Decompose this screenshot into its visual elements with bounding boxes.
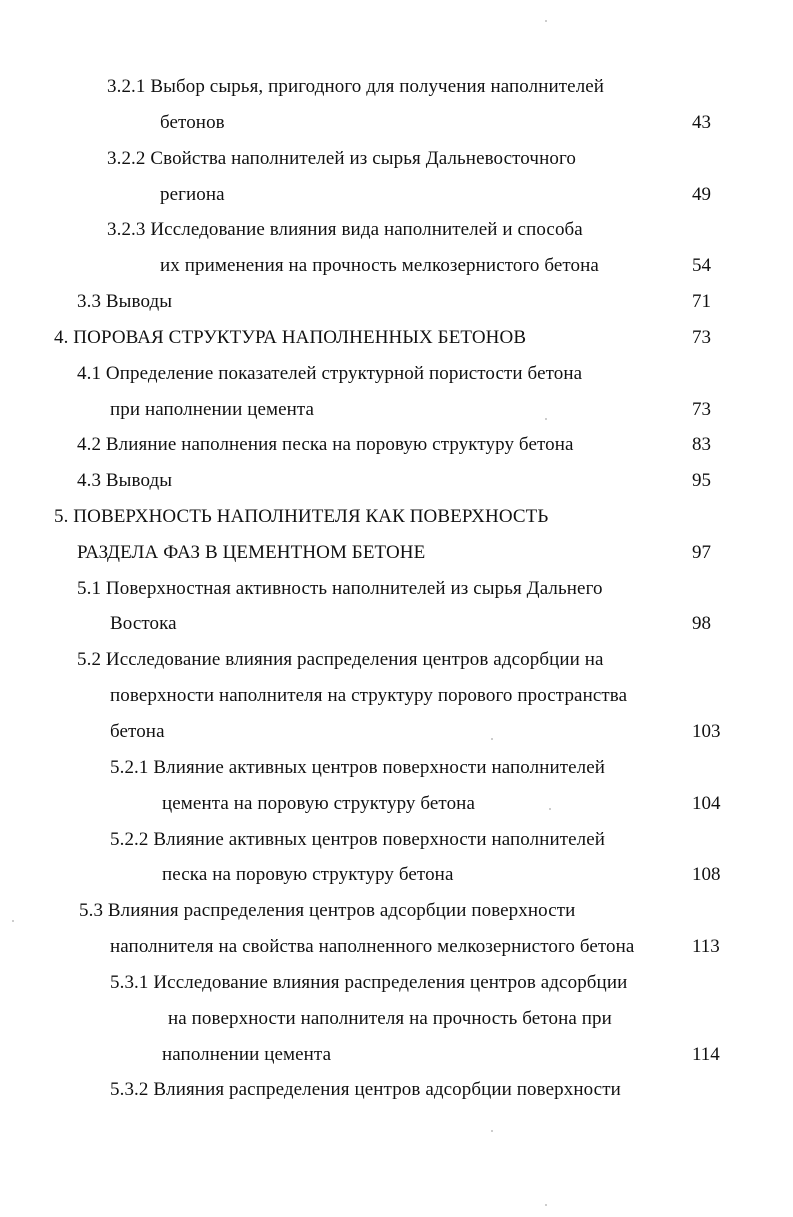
toc-page-number: 113: [692, 936, 720, 957]
toc-line: наполнении цемента: [162, 1044, 332, 1065]
toc-page-number: 97: [692, 542, 711, 563]
toc-line: 3.3 Выводы: [77, 291, 173, 312]
toc-line: бетона: [110, 721, 165, 742]
toc-page-number: 114: [692, 1044, 720, 1065]
toc-line: при наполнении цемента: [110, 399, 315, 420]
toc-line: РАЗДЕЛА ФАЗ В ЦЕМЕНТНОМ БЕТОНЕ: [77, 542, 426, 563]
toc-line: 5.3.1 Исследование влияния распределения центров адсорбции: [110, 972, 628, 993]
scan-speck: [545, 418, 547, 420]
toc-page-number: 49: [692, 184, 711, 205]
toc-line: 3.2.1 Выбор сырья, пригодного для получения наполнителей: [107, 76, 605, 97]
toc-line: 5.1 Поверхностная активность наполнителей из сырья Дальнего: [77, 578, 603, 599]
scan-speck: [491, 1130, 493, 1132]
toc-line: бетонов: [160, 112, 225, 133]
toc-line: 5.2.2 Влияние активных центров поверхности наполнителей: [110, 829, 606, 850]
toc-line: цемента на поровую структуру бетона: [162, 793, 475, 814]
toc-page-number: 73: [692, 399, 711, 420]
toc-line: 4.2 Влияние наполнения песка на поровую структуру бетона: [77, 434, 574, 455]
toc-line: 5. ПОВЕРХНОСТЬ НАПОЛНИТЕЛЯ КАК ПОВЕРХНОСТЬ: [54, 506, 549, 527]
toc-line: песка на поровую структуру бетона: [162, 864, 454, 885]
toc-line: 5.3 Влияния распределения центров адсорбции поверхности: [79, 900, 576, 921]
toc-page-number: 43: [692, 112, 711, 133]
toc-page-number: 54: [692, 255, 711, 276]
toc-page-number: 73: [692, 327, 711, 348]
toc-page-number: 95: [692, 470, 711, 491]
toc-page-number: 103: [692, 721, 721, 742]
toc-page-number: 104: [692, 793, 721, 814]
scan-speck: [549, 808, 551, 810]
toc-line: 5.2.1 Влияние активных центров поверхности наполнителей: [110, 757, 606, 778]
toc-line: 5.2 Исследование влияния распределения центров адсорбции на: [77, 649, 604, 670]
toc-line: 3.2.2 Свойства наполнителей из сырья Дальневосточного: [107, 148, 576, 169]
toc-line: на поверхности наполнителя на прочность бетона при: [168, 1008, 612, 1029]
toc-page-number: 83: [692, 434, 711, 455]
toc-line: наполнителя на свойства наполненного мелкозернистого бетона: [110, 936, 635, 957]
toc-line: региона: [160, 184, 225, 205]
toc-line: Востока: [110, 613, 177, 634]
scan-speck: [545, 1204, 547, 1206]
toc-line: 4.1 Определение показателей структурной пористости бетона: [77, 363, 583, 384]
toc-line: 4.3 Выводы: [77, 470, 173, 491]
scan-speck: [545, 20, 547, 22]
scan-speck: [12, 920, 14, 922]
toc-line: 4. ПОРОВАЯ СТРУКТУРА НАПОЛНЕННЫХ БЕТОНОВ: [54, 327, 527, 348]
toc-line: их применения на прочность мелкозернистого бетона: [160, 255, 599, 276]
toc-page-number: 71: [692, 291, 711, 312]
toc-line: 3.2.3 Исследование влияния вида наполнителей и способа: [107, 219, 583, 240]
toc-line: поверхности наполнителя на структуру порового пространства: [110, 685, 628, 706]
toc-page-number: 98: [692, 613, 711, 634]
scan-speck: [491, 738, 493, 740]
toc-line: 5.3.2 Влияния распределения центров адсорбции поверхности: [110, 1079, 621, 1100]
toc-page-number: 108: [692, 864, 721, 885]
